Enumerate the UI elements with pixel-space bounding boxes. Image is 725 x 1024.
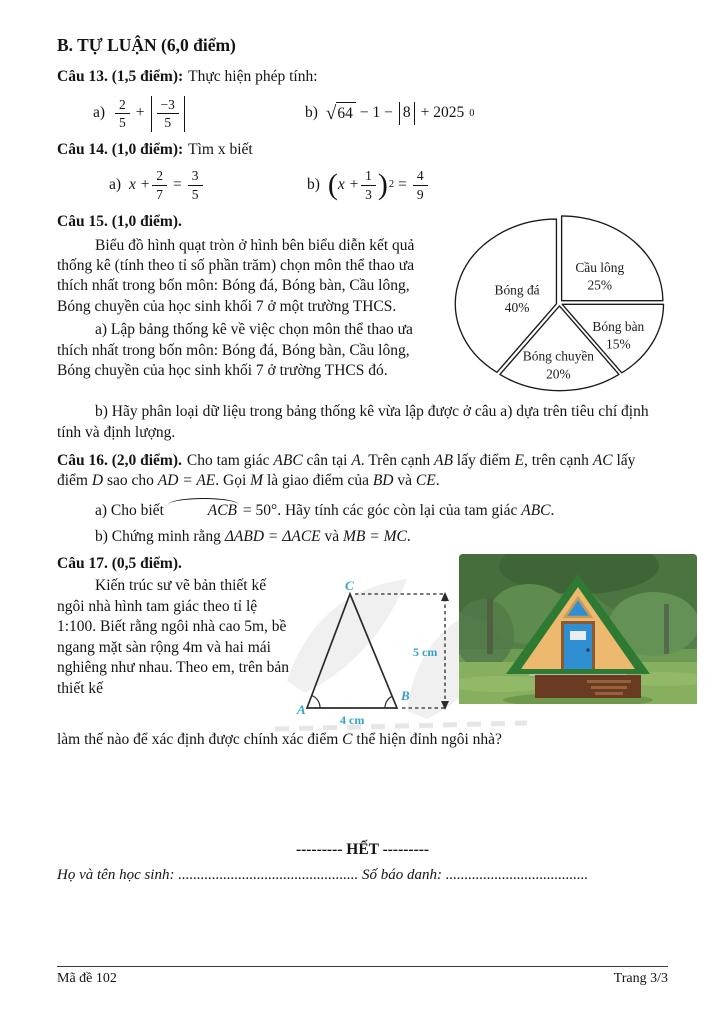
q15-item-a: a) Lập bảng thống kê về việc chọn môn thể thao ưa thích nhất trong bốn môn: Bóng đá, Bóng bàn, Cầu lông, Bóng chuyền của học sinh khối 7 ở trường THCS đó. <box>57 321 413 380</box>
q14-math-row <box>109 168 668 202</box>
close-paren: ) <box>377 168 388 202</box>
exponent: 0 <box>469 107 475 119</box>
q17-body <box>57 576 668 728</box>
fraction: $\frac{2}{5}$ <box>115 97 130 131</box>
q16-item-b: b) Chứng minh rằng ΔABD = ΔACE và MB = MC. <box>95 528 411 546</box>
signature-line: Họ và tên học sinh: ................................................ Số báo danh: ...................................... <box>57 867 589 884</box>
q13-math-row <box>93 96 668 132</box>
vertex-label-c: C <box>345 580 354 594</box>
q16-text: Câu 16. (2,0 điểm). Cho tam giác ABC cân tại A. Trên cạnh AB lấy điểm E, trên cạnh AC lấy điểm D sao cho AD = AE. Gọi M là giao điểm của BD và CE. <box>57 451 636 490</box>
pie-label-bong-chuyen: Bóng chuyền <box>522 348 595 364</box>
pie-chart <box>454 214 668 400</box>
q14-prompt: Tìm x biết <box>188 140 253 158</box>
exam-code: Mã đề 102 <box>57 971 117 986</box>
pie-slice-cau-long <box>562 216 663 301</box>
q14-item-a: a) x + $\frac{2}{7}$ = $\frac{3}{5}$ <box>109 168 307 202</box>
plus-operator: + <box>135 104 145 122</box>
section-title: B. TỰ LUẬN (6,0 điểm) <box>57 35 236 55</box>
angle-arc-notation: ACB <box>168 501 239 521</box>
pie-pct-bong-ban: 15% <box>606 336 631 352</box>
q14-item-b: b) ( x + $\frac{1}{3}$ ) 2 = $\frac{4}{9}$ <box>307 168 430 202</box>
q13-heading <box>57 67 668 87</box>
q16-item-a: a) Cho biết ACB = 50°. Hãy tính các góc còn lại của tam giác ABC. <box>57 501 668 521</box>
q13-label: Câu 13. (1,5 điểm): <box>57 68 184 86</box>
q16-label: Câu 16. (2,0 điểm). <box>57 451 182 469</box>
pie-pct-bong-chuyen: 20% <box>546 366 571 382</box>
fraction: $\frac{4}{9}$ <box>413 168 428 202</box>
vertex-label-b: B <box>401 688 410 704</box>
page-number: Trang 3/3 <box>613 971 668 986</box>
q15-label: Câu 15. (1,0 điểm). <box>57 213 182 231</box>
pie-pct-bong-da: 40% <box>504 300 530 316</box>
absolute-value: $\frac{-3}{5}$ <box>151 96 185 132</box>
absolute-value: 8 <box>399 102 415 124</box>
q13-item-a <box>93 96 305 132</box>
fraction: $\frac{1}{3}$ <box>361 168 376 202</box>
page-footer <box>57 966 668 988</box>
exponent: 2 <box>388 179 395 191</box>
q15-paragraph: Biểu đồ hình quạt tròn ở hình bên biểu diễn kết quả thống kê (tính theo tỉ số phần trăm) chọn môn thể thao ưa thích nhất trong bốn môn: Bóng đá, Bóng bàn, Cầu lông, Bóng chuyền của học sinh khối 7 ở một trường THCS. <box>57 236 415 315</box>
q13-item-b: b) √ 64 − 1 − 8 + 2025 0 <box>305 101 474 126</box>
q17-last-line: làm thế nào để xác định được chính xác điểm C thể hiện đỉnh ngôi nhà? <box>57 731 502 749</box>
q14-label: Câu 14. (1,0 điểm): <box>57 140 184 158</box>
pie-chart-svg <box>454 214 668 400</box>
house-photo <box>459 554 697 710</box>
q14-heading <box>57 140 668 160</box>
q14-a-label: a) <box>109 175 122 193</box>
pie-pct-cau-long: 25% <box>587 277 613 293</box>
angle-arc <box>312 696 393 709</box>
q14-b-label: b) <box>307 175 320 193</box>
q13-b-label: b) <box>305 104 318 122</box>
q17-label: Câu 17. (0,5 điểm). <box>57 554 182 572</box>
q17-paragraph: Kiến trúc sư vẽ bản thiết kế ngôi nhà hình tam giác theo tỉ lệ 1:100. Biết rằng ngôi nhà cao 5m, bề ngang mặt sàn rộng 4m và hai mái nghiêng như nhau. Theo em, trên bản thiết kế <box>57 577 289 697</box>
equals-sign: = <box>398 175 407 193</box>
fraction: $\frac{3}{5}$ <box>188 168 203 202</box>
pie-label-cau-long: Cầu lông <box>575 259 625 275</box>
radicand: 64 <box>336 102 356 124</box>
q15-section <box>57 212 668 443</box>
base-dimension: 4 cm <box>340 713 365 728</box>
pie-label-bong-ban: Bóng bàn <box>592 318 645 334</box>
fraction: $\frac{2}{7}$ <box>152 168 167 202</box>
vertex-label-a: A <box>297 702 306 718</box>
height-dimension: 5 cm <box>413 645 438 660</box>
q13-a-label: a) <box>93 104 106 122</box>
equals-sign: = <box>173 175 182 193</box>
open-paren: ( <box>327 168 338 202</box>
pie-label-bong-da: Bóng đá <box>494 282 540 298</box>
end-block <box>57 840 668 886</box>
q15-item-b: b) Hãy phân loại dữ liệu trong bảng thống kê vừa lập được ở câu a) dựa trên tiêu chí định tính và định lượng. <box>57 403 649 441</box>
end-marker: --------- HẾT --------- <box>295 841 430 858</box>
radical-sign: √ <box>325 103 337 125</box>
q13-prompt: Thực hiện phép tính: <box>188 68 318 86</box>
